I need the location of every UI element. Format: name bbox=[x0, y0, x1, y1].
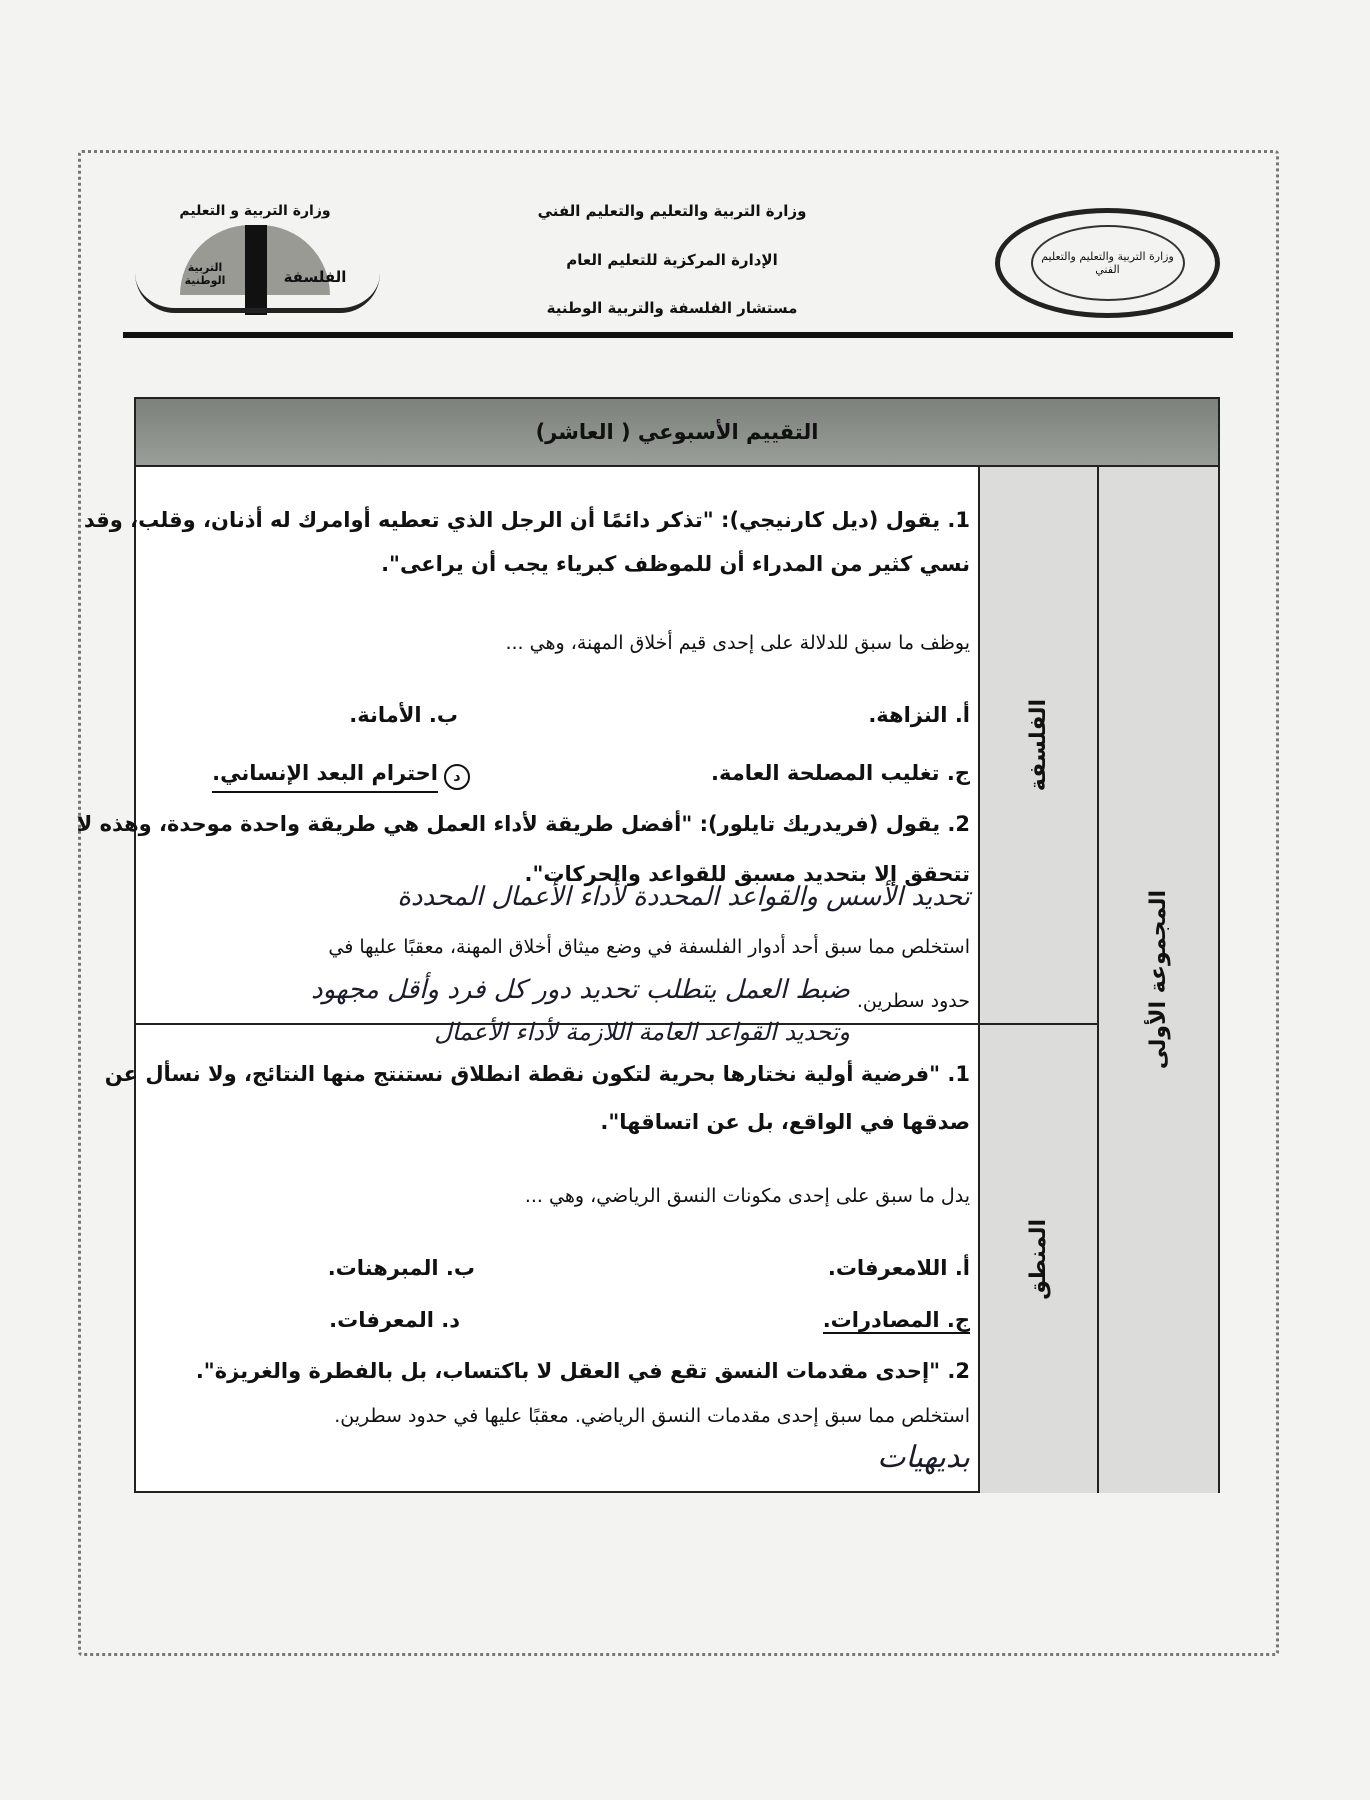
subject-philosophy: الفلسفة bbox=[1026, 698, 1051, 792]
header-divider bbox=[123, 332, 1233, 338]
advisor-name: مستشار الفلسفة والتربية الوطنية bbox=[546, 299, 798, 317]
department-name: الإدارة المركزية للتعليم العام bbox=[566, 251, 778, 269]
philosophy-q1-line2: نسي كثير من المدراء أن للموظف كبرياء يجب أن يراعى". bbox=[381, 552, 970, 576]
logo-label-philosophy: الفلسفة bbox=[283, 268, 347, 286]
subject-logic: المنطق bbox=[1026, 1218, 1051, 1300]
logic-option-b: ب. المبرهنات. bbox=[327, 1256, 475, 1280]
handwritten-answer-line1: تحديد الأسس والقواعد المحددة لأداء الأعمال المحددة bbox=[397, 882, 970, 912]
handwritten-answer-line2: ضبط العمل يتطلب تحديد دور كل فرد وأقل مجهود bbox=[311, 975, 850, 1005]
logic-q1-line1: 1. "فرضية أولية نختارها بحرية لتكون نقطة انطلاق نستنتج منها النتائج، ولا نسأل عن bbox=[104, 1062, 970, 1086]
logic-q2-prompt: استخلص مما سبق إحدى مقدمات النسق الرياضي. معقبًا عليها في حدود سطرين. bbox=[334, 1405, 970, 1427]
philosophy-q1-line1: 1. يقول (ديل كارنيجي): "تذكر دائمًا أن الرجل الذي تعطيه أوامرك له أذنان، وقلب، وقد bbox=[83, 508, 970, 532]
philosophy-q1-prompt: يوظف ما سبق للدلالة على إحدى قيم أخلاق المهنة، وهي ... bbox=[505, 632, 970, 654]
philosophy-q2-line1: 2. يقول (فريدريك تايلور): "أفضل طريقة لأداء العمل هي طريقة واحدة موحدة، وهذه لا bbox=[76, 812, 970, 836]
handwritten-answer-logic: بديهيات bbox=[877, 1440, 970, 1475]
logic-q2-line1: 2. "إحدى مقدمات النسق تقع في العقل لا باكتساب، بل بالفطرة والغريزة". bbox=[195, 1359, 970, 1383]
philosophy-option-b: ب. الأمانة. bbox=[349, 703, 458, 727]
philosophy-option-d[interactable] bbox=[212, 761, 470, 793]
group-label: المجموعة الأولى bbox=[1146, 890, 1171, 1070]
exam-title-band bbox=[134, 397, 1220, 467]
exam-title: التقييم الأسبوعي ( العاشر) bbox=[535, 420, 819, 444]
philosophy-logo bbox=[125, 203, 390, 318]
ministry-seal-logo bbox=[995, 208, 1220, 318]
philosophy-q2-prompt-line1: استخلص مما سبق أحد أدوار الفلسفة في وضع ميثاق أخلاق المهنة، معقبًا عليها في bbox=[328, 936, 970, 958]
handwritten-answer-line3: وتحديد القواعد العامة اللازمة لأداء الأعمال bbox=[434, 1018, 850, 1046]
philosophy-option-c: ج. تغليب المصلحة العامة. bbox=[711, 761, 970, 785]
option-d-text: احترام البعد الإنساني. bbox=[212, 761, 438, 793]
logic-option-c: ج. المصادرات. bbox=[822, 1308, 970, 1332]
logo-label-civic: التربية الوطنية bbox=[184, 261, 226, 287]
logic-q1-line2: صدقها في الواقع، بل عن اتساقها". bbox=[600, 1110, 970, 1134]
ministry-name: وزارة التربية والتعليم والتعليم الفني bbox=[537, 202, 807, 220]
philosophy-q2-prompt-line2: حدود سطرين. bbox=[856, 990, 970, 1012]
logic-option-a: أ. اللامعرفات. bbox=[827, 1256, 970, 1280]
logic-option-d: د. المعرفات. bbox=[329, 1308, 460, 1332]
philosophy-option-a: أ. النزاهة. bbox=[868, 703, 970, 727]
logic-q1-prompt: يدل ما سبق على إحدى مكونات النسق الرياضي، وهي ... bbox=[524, 1185, 970, 1207]
philosophy-q2-line2: تتحقق إلا بتحديد مسبق للقواعد والحركات". bbox=[524, 862, 970, 886]
logo-title: وزارة التربية و التعليم bbox=[179, 203, 331, 219]
seal-text: وزارة التربية والتعليم والتعليم الفني bbox=[1031, 225, 1185, 301]
selected-answer-circle: د bbox=[444, 764, 470, 790]
